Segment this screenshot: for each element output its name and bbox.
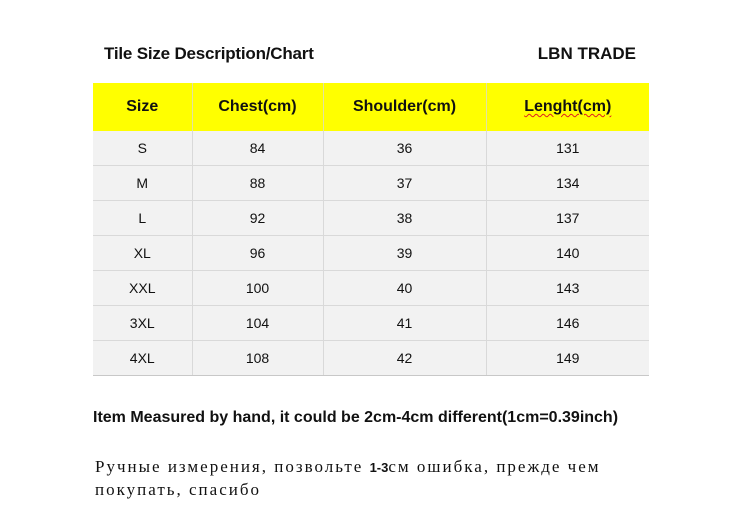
length-cell: 137 [486,201,649,236]
shoulder-cell: 42 [323,341,486,376]
table-row [93,131,649,166]
table-row [93,166,649,201]
size-cell: S [93,131,192,166]
measurement-note-russian [95,456,655,501]
length-cell: 143 [486,271,649,306]
size-cell: L [93,201,192,236]
length-cell: 131 [486,131,649,166]
measurement-note: Item Measured by hand, it could be 2cm-4cm different(1cm=0.39inch) [93,409,619,426]
chest-cell: 88 [192,166,323,201]
length-cell: 146 [486,306,649,341]
table-header-row [93,83,649,131]
chest-cell: 104 [192,306,323,341]
size-cell: XL [93,236,192,271]
shoulder-cell: 36 [323,131,486,166]
chest-cell: 84 [192,131,323,166]
size-cell: M [93,166,192,201]
table-row [93,236,649,271]
table-row [93,271,649,306]
size-cell: XXL [93,271,192,306]
russian-note-range: 1-3 [369,460,389,475]
column-header-shoulder: Shoulder(cm) [323,83,486,131]
chest-cell: 92 [192,201,323,236]
shoulder-cell: 39 [323,236,486,271]
column-header-chest: Chest(cm) [192,83,323,131]
chart-title: Tile Size Description/Chart [104,44,314,63]
length-cell: 149 [486,341,649,376]
brand-name: LBN TRADE [537,44,636,63]
size-cell: 4XL [93,341,192,376]
shoulder-cell: 41 [323,306,486,341]
size-cell: 3XL [93,306,192,341]
table-row [93,306,649,341]
size-chart-table [93,83,649,376]
shoulder-cell: 40 [323,271,486,306]
column-header-size: Size [93,83,192,131]
table-row [93,201,649,236]
length-cell: 140 [486,236,649,271]
column-header-length-label: Lenght(cm) [524,98,612,115]
chest-cell: 108 [192,341,323,376]
russian-note-part1: Ручные измерения, позвольте [95,457,370,476]
length-cell: 134 [486,166,649,201]
column-header-length [486,83,649,131]
shoulder-cell: 37 [323,166,486,201]
chest-cell: 96 [192,236,323,271]
table-row [93,341,649,376]
russian-note-part2: см ошибка, прежде чем покупать, спасибо [95,457,601,499]
chest-cell: 100 [192,271,323,306]
shoulder-cell: 38 [323,201,486,236]
